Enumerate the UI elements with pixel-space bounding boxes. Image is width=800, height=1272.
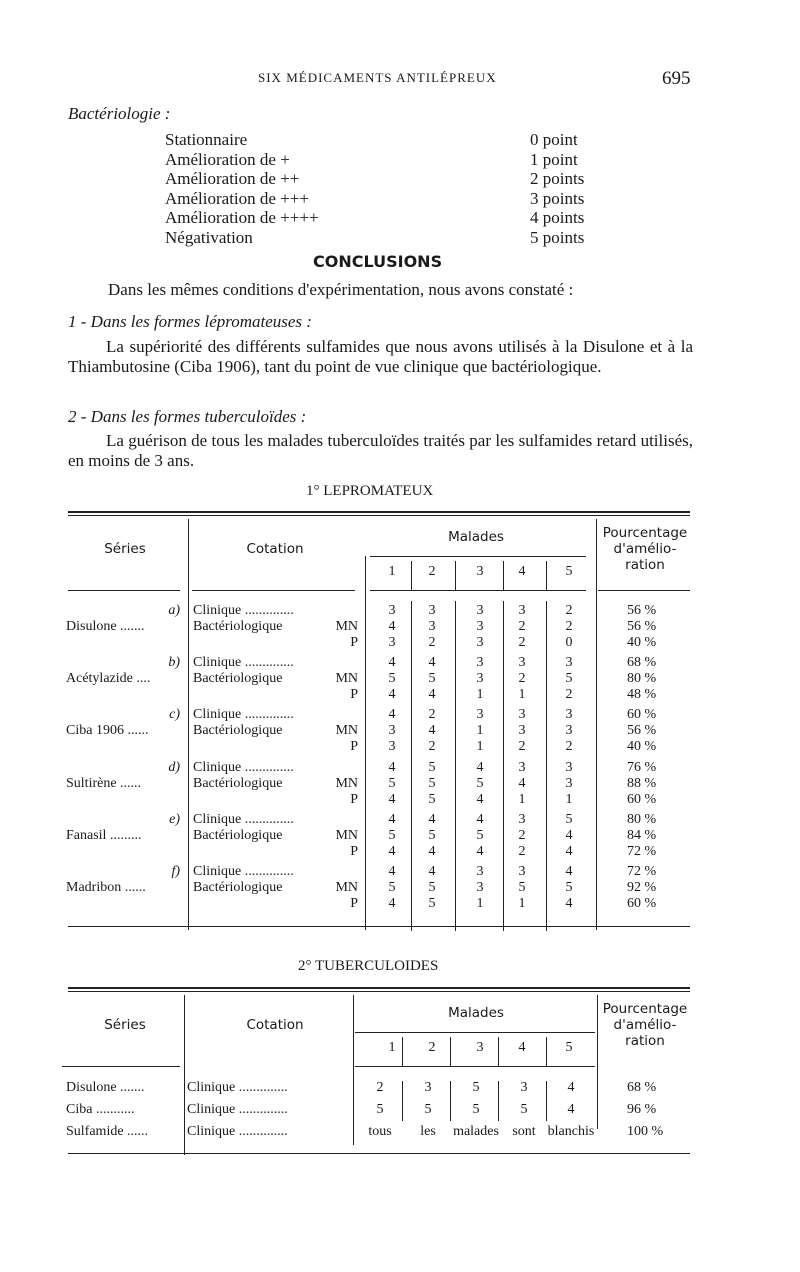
percentage: 56 % [627, 619, 657, 634]
value-cell: 3 [518, 603, 526, 618]
value-cell: 4 [388, 843, 396, 859]
header-cotation: Cotation [246, 541, 304, 557]
value-cell: 3 [476, 864, 484, 879]
value-cell: 5 [518, 880, 526, 895]
value-cell: 2 [428, 739, 436, 755]
column-rule [450, 1081, 451, 1121]
cotation-sub: MN [335, 619, 358, 634]
value-cell: 1 [518, 896, 526, 911]
header-col-3: 3 [476, 564, 484, 579]
value-cell: sont [512, 1124, 536, 1139]
value-cell: 3 [518, 707, 526, 723]
value-cell: 3 [518, 655, 526, 671]
column-rule [546, 561, 547, 591]
header-pct: d'amélio- [613, 1017, 677, 1033]
value-cell: 4 [565, 843, 573, 859]
rule [68, 926, 690, 927]
cotation-label: Clinique .............. [193, 603, 294, 618]
percentage: 48 % [627, 687, 657, 703]
cotation-label: Bactériologique [193, 723, 283, 739]
percentage: 60 % [627, 707, 657, 723]
value-cell: 1 [476, 687, 484, 703]
value-cell: 3 [476, 880, 484, 895]
percentage: 68 % [627, 1080, 657, 1095]
cotation-label: Clinique .............. [193, 655, 294, 671]
value-cell: 5 [520, 1102, 528, 1117]
value-cell: 4 [428, 655, 436, 671]
cotation-label: Bactériologique [193, 671, 283, 687]
column-rule [546, 1037, 547, 1067]
value-cell: 4 [476, 811, 484, 827]
header-col-4: 4 [518, 1040, 526, 1055]
value-cell: 4 [565, 827, 573, 843]
column-rule [411, 561, 412, 591]
header-col-4: 4 [518, 564, 526, 579]
value-cell: 4 [388, 655, 396, 671]
value-cell: 3 [476, 603, 484, 618]
column-rule [503, 561, 504, 591]
series-name: Sulfamide ...... [66, 1124, 149, 1139]
percentage: 56 % [627, 723, 657, 739]
value-cell: 3 [476, 635, 484, 650]
value-cell: 5 [565, 811, 573, 827]
table2-caption: 2° TUBERCULOIDES [298, 958, 439, 974]
cotation-sub: MN [335, 723, 358, 739]
series-letter: c) [169, 707, 180, 723]
value-cell: 2 [428, 707, 436, 723]
percentage: 100 % [627, 1124, 664, 1139]
value-cell: 4 [428, 811, 436, 827]
value-cell: 4 [388, 619, 396, 634]
value-cell: 5 [388, 671, 396, 687]
score-label: Stationnaire [165, 130, 248, 149]
column-rule [365, 556, 366, 930]
value-cell: 3 [428, 619, 436, 634]
cotation-label: Clinique .............. [187, 1080, 288, 1095]
value-cell: 1 [518, 687, 526, 703]
value-cell: 4 [388, 811, 396, 827]
column-rule [503, 601, 504, 931]
value-cell: 5 [388, 880, 396, 895]
value-cell: 3 [565, 759, 573, 775]
section2-text: La guérison de tous les malades tuberculoïdes traités par les sulfamides retard utilisés, en moins de 3 ans. [68, 431, 693, 470]
value-cell: 2 [428, 635, 436, 650]
value-cell: 5 [428, 896, 436, 911]
value-cell: 3 [520, 1080, 528, 1095]
series-letter: e) [169, 811, 180, 827]
score-label: Amélioration de +++ [165, 188, 309, 208]
series-letter: b) [168, 655, 180, 671]
series-letter: a) [168, 603, 180, 618]
value-cell: 5 [428, 791, 436, 807]
value-cell: 4 [388, 687, 396, 703]
value-cell: 1 [476, 739, 484, 755]
value-cell: 3 [518, 864, 526, 879]
conclusions-title: CONCLUSIONS [313, 252, 443, 271]
value-cell: 3 [388, 723, 396, 739]
series-name: Disulone ....... [66, 619, 145, 634]
rule [68, 987, 690, 989]
value-cell: 1 [518, 791, 526, 807]
header-col-5: 5 [565, 1040, 573, 1055]
value-cell: 5 [428, 671, 436, 687]
header-cotation: Cotation [246, 1017, 304, 1033]
value-cell: 5 [428, 759, 436, 775]
value-cell: blanchis [547, 1124, 595, 1139]
value-cell: 4 [388, 707, 396, 723]
series-letter: f) [171, 864, 180, 879]
value-cell: 3 [476, 707, 484, 723]
percentage: 80 % [627, 811, 657, 827]
value-cell: 4 [388, 759, 396, 775]
header-pct: ration [625, 557, 665, 573]
value-cell: 3 [388, 739, 396, 755]
header-pct: Pourcentage [602, 1001, 688, 1017]
series-name: Disulone ....... [66, 1080, 145, 1095]
column-rule [353, 995, 354, 1145]
percentage: 92 % [627, 880, 657, 895]
percentage: 72 % [627, 864, 657, 879]
score-label: Amélioration de + [165, 149, 290, 169]
cotation-label: Clinique .............. [193, 864, 294, 879]
column-rule [498, 1037, 499, 1067]
column-rule [498, 1081, 499, 1121]
rule [598, 590, 690, 591]
page-number: 695 [662, 68, 691, 89]
value-cell: 4 [388, 896, 396, 911]
value-cell: 5 [424, 1102, 432, 1117]
score-label: Négativation [165, 227, 253, 247]
rule [68, 515, 690, 516]
series-name: Fanasil ......... [66, 827, 142, 843]
value-cell: 2 [565, 687, 573, 703]
value-cell: 3 [476, 655, 484, 671]
cotation-label: Clinique .............. [193, 811, 294, 827]
value-cell: 5 [472, 1080, 480, 1095]
value-cell: 3 [565, 655, 573, 671]
cotation-sub: MN [335, 827, 358, 843]
value-cell: 4 [567, 1080, 575, 1095]
section2-title: 2 - Dans les formes tuberculoïdes : [68, 407, 307, 426]
value-cell: les [420, 1124, 436, 1139]
percentage: 80 % [627, 671, 657, 687]
column-rule [455, 561, 456, 591]
value-cell: 5 [376, 1102, 384, 1117]
score-label: Amélioration de ++++ [165, 208, 319, 227]
rule [68, 1153, 690, 1154]
value-cell: 3 [565, 775, 573, 791]
percentage: 96 % [627, 1102, 657, 1117]
rule [68, 511, 690, 513]
series-name: Acétylazide .... [66, 671, 151, 687]
score-points: 3 points [530, 188, 585, 208]
value-cell: 4 [518, 775, 526, 791]
value-cell: 5 [476, 775, 484, 791]
value-cell: 3 [476, 619, 484, 634]
rule [62, 1066, 180, 1067]
cotation-sub: P [350, 739, 358, 755]
value-cell: 2 [565, 619, 573, 634]
value-cell: 2 [518, 671, 526, 687]
score-points: 0 point [530, 130, 578, 149]
percentage: 40 % [627, 635, 657, 650]
value-cell: 5 [565, 880, 573, 895]
value-cell: 3 [388, 603, 396, 618]
value-cell: 2 [565, 739, 573, 755]
cotation-sub: P [350, 687, 358, 703]
value-cell: 4 [388, 791, 396, 807]
value-cell: 4 [428, 723, 436, 739]
value-cell: 5 [472, 1102, 480, 1117]
cotation-sub: MN [335, 880, 358, 895]
value-cell: 4 [388, 864, 396, 879]
cotation-label: Bactériologique [193, 775, 283, 791]
score-points: 4 points [530, 208, 585, 227]
value-cell: 4 [428, 843, 436, 859]
cotation-label: Bactériologique [193, 619, 283, 634]
cotation-label: Bactériologique [193, 880, 283, 895]
column-rule [184, 995, 185, 1155]
cotation-label: Clinique .............. [187, 1124, 288, 1139]
cotation-label: Clinique .............. [193, 759, 294, 775]
running-title: SIX MÉDICAMENTS ANTILÉPREUX [258, 70, 497, 85]
percentage: 60 % [627, 896, 657, 911]
column-rule [596, 519, 597, 930]
value-cell: 4 [476, 791, 484, 807]
score-points: 2 points [530, 169, 585, 188]
percentage: 72 % [627, 843, 657, 859]
header-pct: d'amélio- [613, 541, 677, 557]
column-rule [597, 995, 598, 1129]
value-cell: 3 [476, 671, 484, 687]
value-cell: 3 [565, 707, 573, 723]
value-cell: 3 [565, 723, 573, 739]
header-series: Séries [104, 541, 146, 557]
percentage: 68 % [627, 655, 657, 671]
value-cell: 3 [428, 603, 436, 618]
percentage: 40 % [627, 739, 657, 755]
score-points: 5 points [530, 227, 585, 247]
value-cell: 2 [376, 1080, 384, 1095]
value-cell: 5 [565, 671, 573, 687]
percentage: 84 % [627, 827, 657, 843]
rule [355, 1066, 595, 1067]
value-cell: 4 [428, 687, 436, 703]
value-cell: 2 [518, 827, 526, 843]
value-cell: 4 [567, 1102, 575, 1117]
header-series: Séries [104, 1017, 146, 1033]
value-cell: 1 [476, 896, 484, 911]
cotation-label: Clinique .............. [193, 707, 294, 723]
column-rule [411, 601, 412, 931]
value-cell: 3 [424, 1080, 432, 1095]
value-cell: 1 [565, 791, 573, 807]
value-cell: 4 [476, 843, 484, 859]
series-name: Sultirène ...... [66, 775, 142, 791]
header-malades: Malades [448, 529, 504, 545]
value-cell: 4 [565, 864, 573, 879]
column-rule [188, 519, 189, 930]
rule [370, 556, 586, 557]
percentage: 76 % [627, 759, 657, 775]
percentage: 60 % [627, 791, 657, 807]
rule [370, 590, 586, 591]
score-points: 1 point [530, 149, 578, 169]
value-cell: 3 [388, 635, 396, 650]
rule [68, 590, 180, 591]
conclusions-intro: Dans les mêmes conditions d'expérimentation, nous avons constaté : [108, 280, 574, 299]
section1-text: La supériorité des différents sulfamides que nous avons utilisés à la Disulone et à la Thiambutosine (Ciba 1906), tant du point de vue clinique que bactériologique. [68, 337, 693, 376]
column-rule [546, 1081, 547, 1121]
value-cell: 4 [428, 864, 436, 879]
value-cell: 2 [518, 843, 526, 859]
value-cell: 0 [565, 635, 573, 650]
column-rule [450, 1037, 451, 1067]
header-malades: Malades [448, 1005, 504, 1021]
series-name: Ciba ........... [66, 1102, 135, 1117]
value-cell: malades [453, 1124, 499, 1139]
section1-title: 1 - Dans les formes lépromateuses : [68, 312, 312, 331]
series-letter: d) [168, 759, 180, 775]
cotation-sub: MN [335, 775, 358, 791]
percentage: 88 % [627, 775, 657, 791]
header-col-2: 2 [428, 564, 436, 579]
value-cell: 2 [565, 603, 573, 618]
column-rule [402, 1081, 403, 1121]
cotation-sub: P [350, 843, 358, 859]
cotation-sub: MN [335, 671, 358, 687]
rule [68, 991, 690, 992]
header-col-2: 2 [428, 1040, 436, 1055]
series-name: Madribon ...... [66, 880, 146, 895]
value-cell: 4 [565, 896, 573, 911]
value-cell: 2 [518, 635, 526, 650]
header-col-5: 5 [565, 564, 573, 579]
column-rule [402, 1037, 403, 1067]
value-cell: 5 [428, 880, 436, 895]
value-cell: tous [368, 1124, 392, 1139]
cotation-label: Bactériologique [193, 827, 283, 843]
header-col-1: 1 [388, 564, 396, 579]
value-cell: 3 [518, 759, 526, 775]
value-cell: 5 [388, 827, 396, 843]
column-rule [455, 601, 456, 931]
value-cell: 4 [476, 759, 484, 775]
header-pct: Pourcentage [602, 525, 688, 541]
value-cell: 5 [476, 827, 484, 843]
value-cell: 3 [518, 811, 526, 827]
header-pct: ration [625, 1033, 665, 1049]
value-cell: 5 [428, 827, 436, 843]
cotation-sub: P [350, 635, 358, 650]
bacteriologie-title: Bactériologie : [68, 104, 171, 123]
column-rule [546, 601, 547, 931]
value-cell: 5 [428, 775, 436, 791]
value-cell: 3 [518, 723, 526, 739]
value-cell: 2 [518, 739, 526, 755]
value-cell: 5 [388, 775, 396, 791]
header-col-1: 1 [388, 1040, 396, 1055]
table1-caption: 1° LEPROMATEUX [306, 483, 434, 499]
percentage: 56 % [627, 603, 657, 618]
header-col-3: 3 [476, 1040, 484, 1055]
score-label: Amélioration de ++ [165, 169, 300, 188]
cotation-label: Clinique .............. [187, 1102, 288, 1117]
cotation-sub: P [350, 896, 358, 911]
value-cell: 1 [476, 723, 484, 739]
series-name: Ciba 1906 ...... [66, 723, 149, 739]
rule [355, 1032, 595, 1033]
rule [192, 590, 355, 591]
value-cell: 2 [518, 619, 526, 634]
cotation-sub: P [350, 791, 358, 807]
